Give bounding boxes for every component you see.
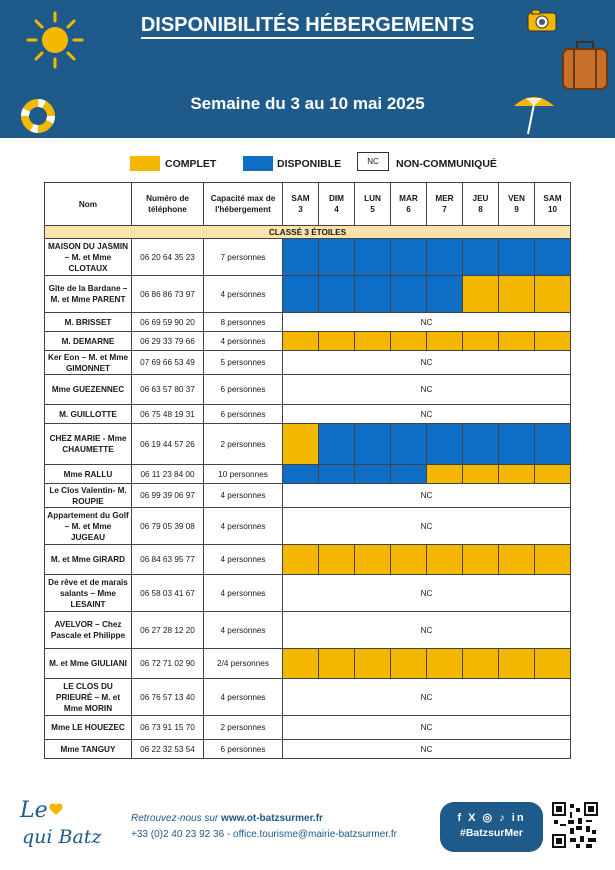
status-cell-disponible xyxy=(283,465,319,484)
footer-email[interactable]: office.tourisme@mairie-batzsurmer.fr xyxy=(233,829,397,840)
footer-contact-line xyxy=(131,829,397,840)
status-cell-complet xyxy=(427,332,463,351)
accommodation-name: CHEZ MARIE - Mme CHAUMETTE xyxy=(45,424,132,465)
phone-number[interactable]: 06 79 05 39 08 xyxy=(132,508,204,545)
status-cell-complet xyxy=(391,545,427,575)
status-cell-complet xyxy=(319,545,355,575)
phone-number[interactable]: 06 20 64 35 23 xyxy=(132,239,204,276)
table-row xyxy=(45,375,571,405)
accommodation-name: Gîte de la Bardane – M. et Mme PARENT xyxy=(45,276,132,313)
legend-label-non-communique: NON-COMMUNIQUÉ xyxy=(396,158,497,170)
not-communicated-cell: NC xyxy=(283,484,571,508)
status-cell-complet xyxy=(499,276,535,313)
col-header-day-4 xyxy=(427,183,463,226)
status-cell-complet xyxy=(319,649,355,679)
status-cell-disponible xyxy=(535,239,571,276)
capacity: 4 personnes xyxy=(204,508,283,545)
table-row xyxy=(45,465,571,484)
table-row xyxy=(45,740,571,759)
status-cell-disponible xyxy=(463,424,499,465)
footer-website-line xyxy=(131,813,323,824)
logo-text-le: Le xyxy=(20,798,48,823)
status-cell-complet xyxy=(355,649,391,679)
status-cell-disponible xyxy=(319,239,355,276)
page-title: DISPONIBILITÉS HÉBERGEMENTS xyxy=(0,14,615,37)
phone-number[interactable]: 06 72 71 02 90 xyxy=(132,649,204,679)
status-cell-complet xyxy=(283,424,319,465)
accommodation-name: Mme TANGUY xyxy=(45,740,132,759)
phone-number[interactable]: 06 76 57 13 40 xyxy=(132,679,204,716)
status-cell-disponible xyxy=(319,424,355,465)
day-name: VEN xyxy=(508,194,525,203)
footer-retrouvez: Retrouvez-nous sur xyxy=(131,813,222,824)
phone-number[interactable]: 06 73 91 15 70 xyxy=(132,716,204,740)
phone-number[interactable]: 06 22 32 53 54 xyxy=(132,740,204,759)
status-cell-complet xyxy=(319,332,355,351)
status-cell-disponible xyxy=(427,276,463,313)
accommodation-name: M. BRISSET xyxy=(45,313,132,332)
accommodation-name: Appartement du Golf – M. et Mme JUGEAU xyxy=(45,508,132,545)
legend xyxy=(0,152,615,176)
status-cell-complet xyxy=(535,465,571,484)
capacity: 8 personnes xyxy=(204,313,283,332)
capacity: 10 personnes xyxy=(204,465,283,484)
legend-label-disponible: DISPONIBLE xyxy=(277,158,342,170)
status-cell-disponible xyxy=(355,239,391,276)
status-cell-disponible xyxy=(391,239,427,276)
table-header-row xyxy=(45,183,571,226)
table-row xyxy=(45,679,571,716)
status-cell-disponible xyxy=(319,276,355,313)
status-cell-complet xyxy=(463,545,499,575)
capacity: 2 personnes xyxy=(204,716,283,740)
status-cell-disponible xyxy=(499,239,535,276)
status-cell-complet xyxy=(283,649,319,679)
status-cell-disponible xyxy=(535,424,571,465)
phone-number[interactable]: 06 84 63 95 77 xyxy=(132,545,204,575)
day-name: SAM xyxy=(543,194,562,203)
day-name: MAR xyxy=(399,194,418,203)
footer-phone[interactable]: +33 (0)2 40 23 92 36 - xyxy=(131,829,234,840)
not-communicated-cell: NC xyxy=(283,716,571,740)
day-number: 9 xyxy=(514,205,519,214)
table-row xyxy=(45,313,571,332)
footer xyxy=(0,790,615,870)
day-number: 8 xyxy=(478,205,483,214)
status-cell-complet xyxy=(499,545,535,575)
category-label: CLASSÉ 3 ÉTOILES xyxy=(45,226,571,239)
not-communicated-cell: NC xyxy=(283,351,571,375)
status-cell-disponible xyxy=(391,424,427,465)
phone-number[interactable]: 06 86 86 73 97 xyxy=(132,276,204,313)
status-cell-complet xyxy=(463,276,499,313)
availability-table xyxy=(44,182,571,759)
status-cell-disponible xyxy=(319,465,355,484)
social-badge[interactable] xyxy=(440,802,543,852)
not-communicated-cell: NC xyxy=(283,313,571,332)
status-cell-complet xyxy=(535,649,571,679)
table-row xyxy=(45,508,571,545)
status-cell-disponible xyxy=(391,465,427,484)
status-cell-complet xyxy=(463,465,499,484)
day-number: 3 xyxy=(298,205,303,214)
day-name: DIM xyxy=(328,194,344,203)
phone-number[interactable]: 06 75 48 19 31 xyxy=(132,405,204,424)
day-number: 7 xyxy=(442,205,447,214)
capacity: 4 personnes xyxy=(204,679,283,716)
status-cell-complet xyxy=(427,545,463,575)
status-cell-complet xyxy=(427,465,463,484)
suitcase-icon xyxy=(560,40,610,92)
accommodation-name: M. DEMARNE xyxy=(45,332,132,351)
capacity: 4 personnes xyxy=(204,276,283,313)
capacity: 7 personnes xyxy=(204,239,283,276)
legend-label-complet: COMPLET xyxy=(165,158,217,170)
phone-number[interactable]: 06 58 03 41 67 xyxy=(132,575,204,612)
logo-text-qui-batz: qui Batz xyxy=(22,826,102,848)
accommodation-name: Mme RALLU xyxy=(45,465,132,484)
legend-swatch-complet xyxy=(130,156,160,171)
status-cell-disponible xyxy=(427,424,463,465)
status-cell-complet xyxy=(463,649,499,679)
website-link[interactable]: www.ot-batzsurmer.fr xyxy=(221,813,323,824)
table-row xyxy=(45,424,571,465)
status-cell-complet xyxy=(283,545,319,575)
capacity: 2/4 personnes xyxy=(204,649,283,679)
table-row xyxy=(45,716,571,740)
day-name: JEU xyxy=(472,194,489,203)
col-header-day-1 xyxy=(319,183,355,226)
accommodation-name: Mme LE HOUEZEC xyxy=(45,716,132,740)
day-number: 4 xyxy=(334,205,339,214)
accommodation-name: M. GUILLOTTE xyxy=(45,405,132,424)
col-header-day-6 xyxy=(499,183,535,226)
capacity: 6 personnes xyxy=(204,375,283,405)
status-cell-complet xyxy=(499,649,535,679)
capacity: 4 personnes xyxy=(204,545,283,575)
not-communicated-cell: NC xyxy=(283,740,571,759)
status-cell-complet xyxy=(535,276,571,313)
phone-number[interactable]: 06 19 44 57 26 xyxy=(132,424,204,465)
status-cell-disponible xyxy=(283,239,319,276)
status-cell-complet xyxy=(391,332,427,351)
phone-number[interactable]: 06 27 28 12 20 xyxy=(132,612,204,649)
capacity: 2 personnes xyxy=(204,424,283,465)
capacity: 4 personnes xyxy=(204,484,283,508)
col-header-day-2 xyxy=(355,183,391,226)
status-cell-complet xyxy=(499,465,535,484)
status-cell-disponible xyxy=(427,239,463,276)
not-communicated-cell: NC xyxy=(283,679,571,716)
table-row xyxy=(45,612,571,649)
day-name: SAM xyxy=(291,194,310,203)
status-cell-complet xyxy=(283,332,319,351)
accommodation-name: Mme GUEZENNEC xyxy=(45,375,132,405)
status-cell-complet xyxy=(391,649,427,679)
category-row xyxy=(45,226,571,239)
status-cell-disponible xyxy=(355,424,391,465)
legend-swatch-nc: NC xyxy=(357,152,389,171)
not-communicated-cell: NC xyxy=(283,375,571,405)
capacity: 6 personnes xyxy=(204,740,283,759)
accommodation-name: MAISON DU JASMIN – M. et Mme CLOTAUX xyxy=(45,239,132,276)
col-header-day-5 xyxy=(463,183,499,226)
status-cell-complet xyxy=(535,332,571,351)
accommodation-name: Le Clos Valentin- M. ROUPIE xyxy=(45,484,132,508)
col-header-day-0 xyxy=(283,183,319,226)
logo xyxy=(18,796,110,856)
status-cell-disponible xyxy=(355,465,391,484)
legend-swatch-disponible xyxy=(243,156,273,171)
phone-number[interactable]: 07 69 66 53 49 xyxy=(132,351,204,375)
status-cell-disponible xyxy=(499,424,535,465)
not-communicated-cell: NC xyxy=(283,575,571,612)
table-row xyxy=(45,351,571,375)
capacity: 4 personnes xyxy=(204,612,283,649)
col-header-day-7 xyxy=(535,183,571,226)
social-icons: f X ◎ ♪ in xyxy=(457,812,526,824)
status-cell-disponible xyxy=(463,239,499,276)
day-number: 6 xyxy=(406,205,411,214)
day-number: 5 xyxy=(370,205,375,214)
status-cell-complet xyxy=(355,332,391,351)
status-cell-disponible xyxy=(355,276,391,313)
phone-number[interactable]: 06 99 39 06 97 xyxy=(132,484,204,508)
table-row xyxy=(45,649,571,679)
col-header-phone: Numéro de téléphone xyxy=(132,183,204,226)
table-row xyxy=(45,575,571,612)
phone-number[interactable]: 06 29 33 79 66 xyxy=(132,332,204,351)
table-row xyxy=(45,332,571,351)
accommodation-name: M. et Mme GIRARD xyxy=(45,545,132,575)
day-name: LUN xyxy=(364,194,381,203)
table-row xyxy=(45,239,571,276)
accommodation-name: M. et Mme GIULIANI xyxy=(45,649,132,679)
status-cell-complet xyxy=(463,332,499,351)
table-row xyxy=(45,405,571,424)
col-header-day-3 xyxy=(391,183,427,226)
header-banner xyxy=(0,0,615,138)
status-cell-disponible xyxy=(283,276,319,313)
status-cell-complet xyxy=(499,332,535,351)
qr-code-icon xyxy=(552,802,598,848)
capacity: 4 personnes xyxy=(204,332,283,351)
capacity: 4 personnes xyxy=(204,575,283,612)
table-row xyxy=(45,484,571,508)
hashtag: #BatzsurMer xyxy=(459,827,524,839)
accommodation-name: LE CLOS DU PRIEURÉ – M. et Mme MORIN xyxy=(45,679,132,716)
day-number: 10 xyxy=(547,205,558,214)
table-row xyxy=(45,545,571,575)
day-name: MER xyxy=(435,194,454,203)
phone-number[interactable]: 06 11 23 84 00 xyxy=(132,465,204,484)
accommodation-name: De rêve et de marais salants – Mme LESAINT xyxy=(45,575,132,612)
status-cell-complet xyxy=(427,649,463,679)
table-row xyxy=(45,276,571,313)
not-communicated-cell: NC xyxy=(283,612,571,649)
not-communicated-cell: NC xyxy=(283,405,571,424)
col-header-capacity: Capacité max de l'hébergement xyxy=(204,183,283,226)
status-cell-complet xyxy=(535,545,571,575)
accommodation-name: AVELVOR – Chez Pascale et Philippe xyxy=(45,612,132,649)
capacity: 5 personnes xyxy=(204,351,283,375)
not-communicated-cell: NC xyxy=(283,508,571,545)
phone-number[interactable]: 06 63 57 80 37 xyxy=(132,375,204,405)
capacity: 6 personnes xyxy=(204,405,283,424)
status-cell-complet xyxy=(355,545,391,575)
accommodation-name: Ker Eon – M. et Mme GIMONNET xyxy=(45,351,132,375)
week-subtitle: Semaine du 3 au 10 mai 2025 xyxy=(190,94,425,113)
heart-icon xyxy=(48,802,64,816)
col-header-name: Nom xyxy=(45,183,132,226)
status-cell-disponible xyxy=(391,276,427,313)
phone-number[interactable]: 06 69 59 90 20 xyxy=(132,313,204,332)
